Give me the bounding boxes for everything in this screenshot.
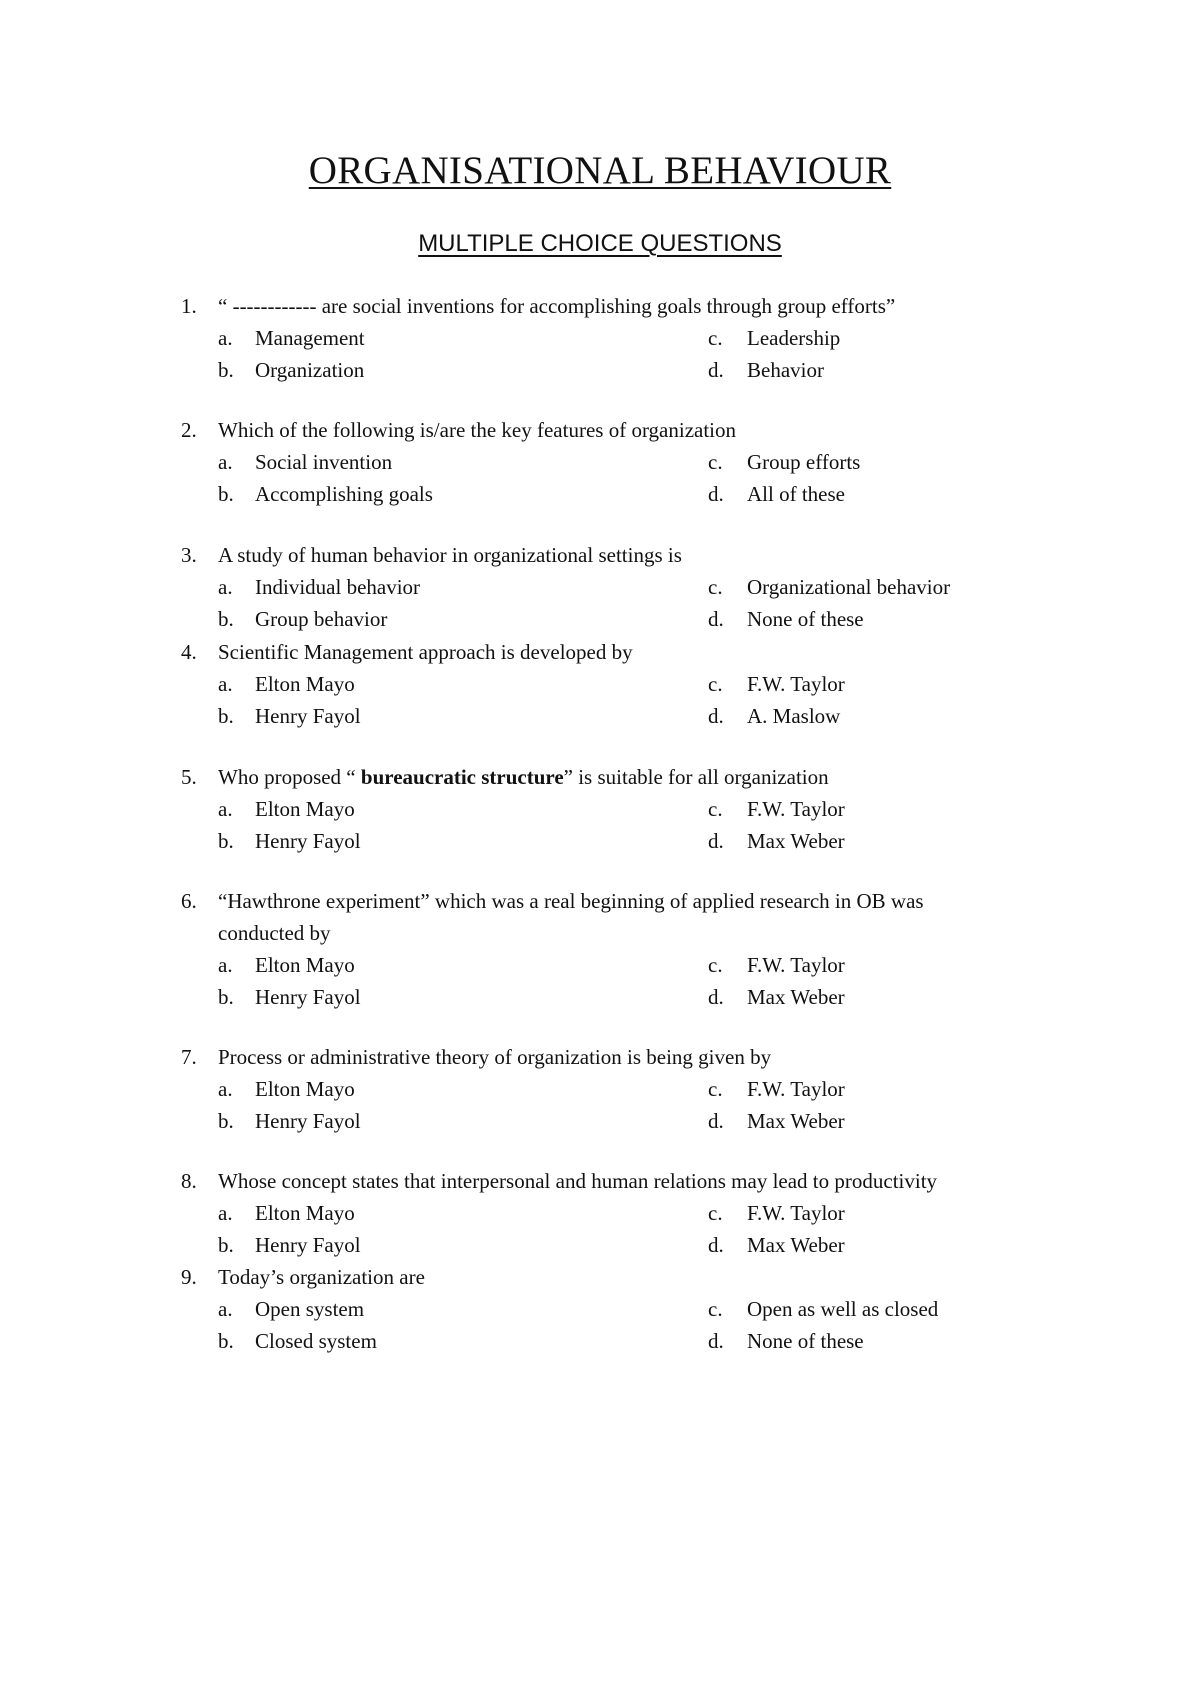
question-7 [0, 1041, 1200, 1137]
question-text: A study of human behavior in organizational settings is [218, 543, 682, 567]
question-number: 6. [181, 889, 197, 913]
option-letter-a: a. [218, 575, 233, 599]
option-c: Group efforts [747, 450, 861, 474]
question-5 [0, 761, 1200, 857]
option-a: Elton Mayo [255, 797, 355, 821]
option-letter-c: c. [708, 1077, 723, 1101]
question-text: Scientific Management approach is developed by [218, 640, 633, 664]
question-9 [0, 1261, 1200, 1357]
question-number: 9. [181, 1265, 197, 1289]
page-subtitle: MULTIPLE CHOICE QUESTIONS [418, 230, 782, 257]
option-b: Organization [255, 358, 365, 382]
question-number: 8. [181, 1169, 197, 1193]
option-letter-b: b. [218, 358, 234, 382]
option-letter-d: d. [708, 1233, 724, 1257]
option-letter-a: a. [218, 1201, 233, 1225]
question-3 [0, 539, 1200, 635]
option-letter-a: a. [218, 953, 233, 977]
option-letter-b: b. [218, 1233, 234, 1257]
option-letter-d: d. [708, 482, 724, 506]
option-d: None of these [747, 607, 864, 631]
option-letter-d: d. [708, 704, 724, 728]
option-letter-b: b. [218, 704, 234, 728]
option-c: Open as well as closed [747, 1297, 939, 1321]
option-a: Elton Mayo [255, 1201, 355, 1225]
option-c: F.W. Taylor [747, 797, 845, 821]
option-letter-a: a. [218, 672, 233, 696]
option-letter-c: c. [708, 1297, 723, 1321]
option-c: F.W. Taylor [747, 1201, 845, 1225]
question-1 [0, 290, 1200, 386]
question-number: 1. [181, 294, 197, 318]
question-number: 2. [181, 418, 197, 442]
question-text: Which of the following is/are the key features of organization [218, 418, 737, 442]
question-number: 3. [181, 543, 197, 567]
option-d: All of these [747, 482, 845, 506]
option-b: Henry Fayol [255, 704, 361, 728]
option-letter-a: a. [218, 1297, 233, 1321]
option-c: F.W. Taylor [747, 672, 845, 696]
page-title: ORGANISATIONAL BEHAVIOUR [308, 149, 892, 192]
option-letter-d: d. [708, 985, 724, 1009]
question-number: 7. [181, 1045, 197, 1069]
option-a: Management [255, 326, 365, 350]
option-d: None of these [747, 1329, 864, 1353]
option-letter-d: d. [708, 1329, 724, 1353]
option-letter-c: c. [708, 450, 723, 474]
option-d: Max Weber [747, 1109, 845, 1133]
question-4 [0, 636, 1200, 732]
option-letter-a: a. [218, 1077, 233, 1101]
option-b: Henry Fayol [255, 829, 361, 853]
option-b: Henry Fayol [255, 1109, 361, 1133]
option-letter-a: a. [218, 450, 233, 474]
option-letter-d: d. [708, 607, 724, 631]
question-number: 5. [181, 765, 197, 789]
question-text: “ ------------ are social inventions for accomplishing goals through group efforts” [218, 294, 896, 318]
question-text: “Hawthrone experiment” which was a real beginning of applied research in OB was [218, 889, 924, 913]
question-number: 4. [181, 640, 197, 664]
option-letter-c: c. [708, 1201, 723, 1225]
option-b: Closed system [255, 1329, 377, 1353]
question-6 [0, 885, 1200, 1013]
option-d: Max Weber [747, 985, 845, 1009]
option-d: Max Weber [747, 829, 845, 853]
option-letter-c: c. [708, 953, 723, 977]
option-letter-c: c. [708, 672, 723, 696]
question-emphasis: bureaucratic structure [360, 765, 564, 789]
option-letter-c: c. [708, 326, 723, 350]
option-letter-b: b. [218, 985, 234, 1009]
option-letter-b: b. [218, 829, 234, 853]
option-c: Organizational behavior [747, 575, 951, 599]
option-b: Henry Fayol [255, 985, 361, 1009]
option-a: Social invention [255, 450, 393, 474]
option-letter-a: a. [218, 326, 233, 350]
option-b: Henry Fayol [255, 1233, 361, 1257]
option-d: Behavior [747, 358, 824, 382]
option-letter-d: d. [708, 1109, 724, 1133]
option-letter-c: c. [708, 575, 723, 599]
question-text: Process or administrative theory of organization is being given by [218, 1045, 772, 1069]
option-c: F.W. Taylor [747, 1077, 845, 1101]
option-c: Leadership [747, 326, 841, 350]
option-letter-d: d. [708, 829, 724, 853]
question-text-continued: conducted by [218, 921, 331, 945]
option-letter-b: b. [218, 607, 234, 631]
option-c: F.W. Taylor [747, 953, 845, 977]
option-a: Individual behavior [255, 575, 421, 599]
question-text: Today’s organization are [218, 1265, 425, 1289]
option-a: Elton Mayo [255, 672, 355, 696]
question-8 [0, 1165, 1200, 1261]
option-letter-a: a. [218, 797, 233, 821]
option-a: Open system [255, 1297, 365, 1321]
option-letter-d: d. [708, 358, 724, 382]
option-letter-c: c. [708, 797, 723, 821]
option-a: Elton Mayo [255, 1077, 355, 1101]
option-b: Accomplishing goals [255, 482, 433, 506]
question-text: Who proposed “ bureaucratic structure” is suitable for all organization [218, 765, 829, 789]
question-2 [0, 414, 1200, 510]
option-letter-b: b. [218, 1109, 234, 1133]
option-d: Max Weber [747, 1233, 845, 1257]
option-letter-b: b. [218, 482, 234, 506]
option-b: Group behavior [255, 607, 388, 631]
option-letter-b: b. [218, 1329, 234, 1353]
option-a: Elton Mayo [255, 953, 355, 977]
question-text: Whose concept states that interpersonal and human relations may lead to productivity [218, 1169, 938, 1193]
option-d: A. Maslow [747, 704, 841, 728]
